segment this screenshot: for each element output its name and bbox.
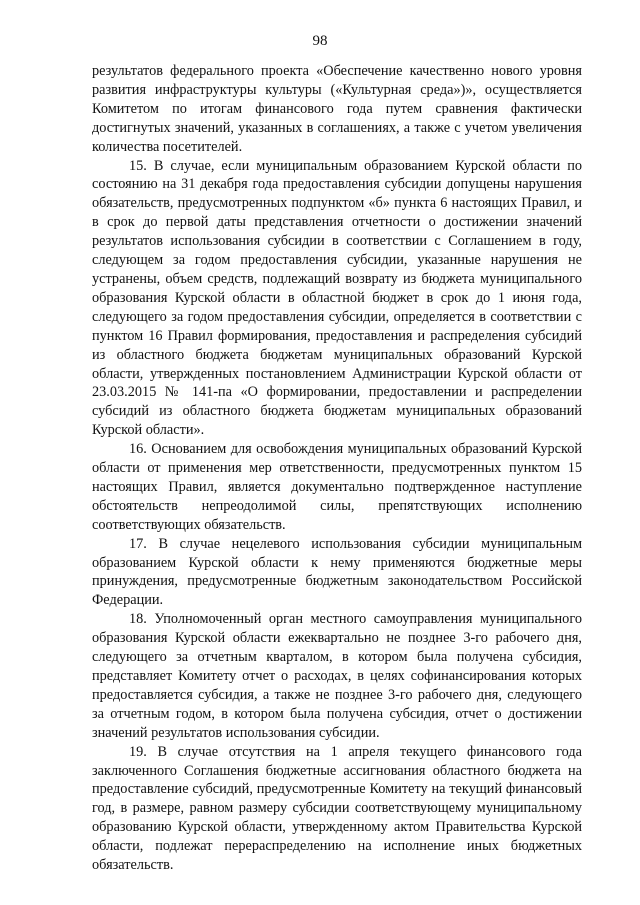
paragraph-18: 18. Уполномоченный орган местного самоуправления муниципального образования Курской области ежеквартально не позднее 3-го рабочего дня, следующего за отчетным кварталом, в котором была получена субсидия, представляет Комитету отчет о расходах, в целях софинансирования которых предоставляется субсидия, а также не позднее 3-го рабочего дня, следующего за отчетным годом, в котором была получена субсидия, отчет о достижении значений результатов использования субсидии. bbox=[92, 611, 582, 741]
paragraph-16: 16. Основанием для освобождения муниципальных образований Курской области от применения мер ответственности, предусмотренных пунктом 15 настоящих Правил, является документально подтвержденное наступление обстоятельств непреодолимой силы, препятствующих исполнению соответствующих обязательств. bbox=[92, 441, 582, 533]
paragraph-17: 17. В случае нецелевого использования субсидии муниципальным образованием Курской области к нему применяются бюджетные меры принуждения, предусмотренные бюджетным законодательством Российской Федерации. bbox=[92, 535, 582, 609]
document-body bbox=[92, 62, 582, 875]
page-number: 98 bbox=[312, 33, 328, 49]
paragraph-19: 19. В случае отсутствия на 1 апреля текущего финансового года заключенного Соглашения бюджетные ассигнования областного бюджета на предоставление субсидий, предусмотренные Комитету на текущий финансовый год, в размере, равном размеру субсидии соответствующему муниципальному образованию Курской области, утвержденному актом Правительства Курской области, подлежат перераспределению на исполнение иных бюджетных обязательств. bbox=[92, 743, 582, 874]
paragraph-15: 15. В случае, если муниципальным образованием Курской области по состоянию на 31 декабря года предоставления субсидии допущены нарушения обязательств, предусмотренных подпунктом «б» пункта 6 настоящих Правил, и в срок до первой даты представления отчетности о достижении значений результатов использования субсидии в соответствии с Соглашением в году, следующем за годом предоставления субсидии, указанные нарушения не устранены, объем средств, подлежащий возврату из бюджета муниципального образования Курской области в областной бюджет в срок до 1 июня года, следующего за годом предоставления субсидии, определяется в соответствии с пунктом 16 Правил формирования, предоставления и распределения субсидий из областного бюджета бюджетам муниципальных образований Курской области, утвержденных постановлением Администрации Курской области от 23.03.2015 № 141-па «О формировании, предоставлении и распределении субсидий из областного бюджета бюджетам муниципальных образований Курской области». bbox=[92, 157, 582, 439]
paragraph-continuation: результатов федерального проекта «Обеспечение качественно нового уровня развития инфраструктуры культуры («Культурная среда»)», осуществляется Комитетом по итогам финансового года путем сравнения фактически достигнутых значений, указанных в соглашениях, а также с учетом увеличения количества посетителей. bbox=[92, 63, 582, 155]
